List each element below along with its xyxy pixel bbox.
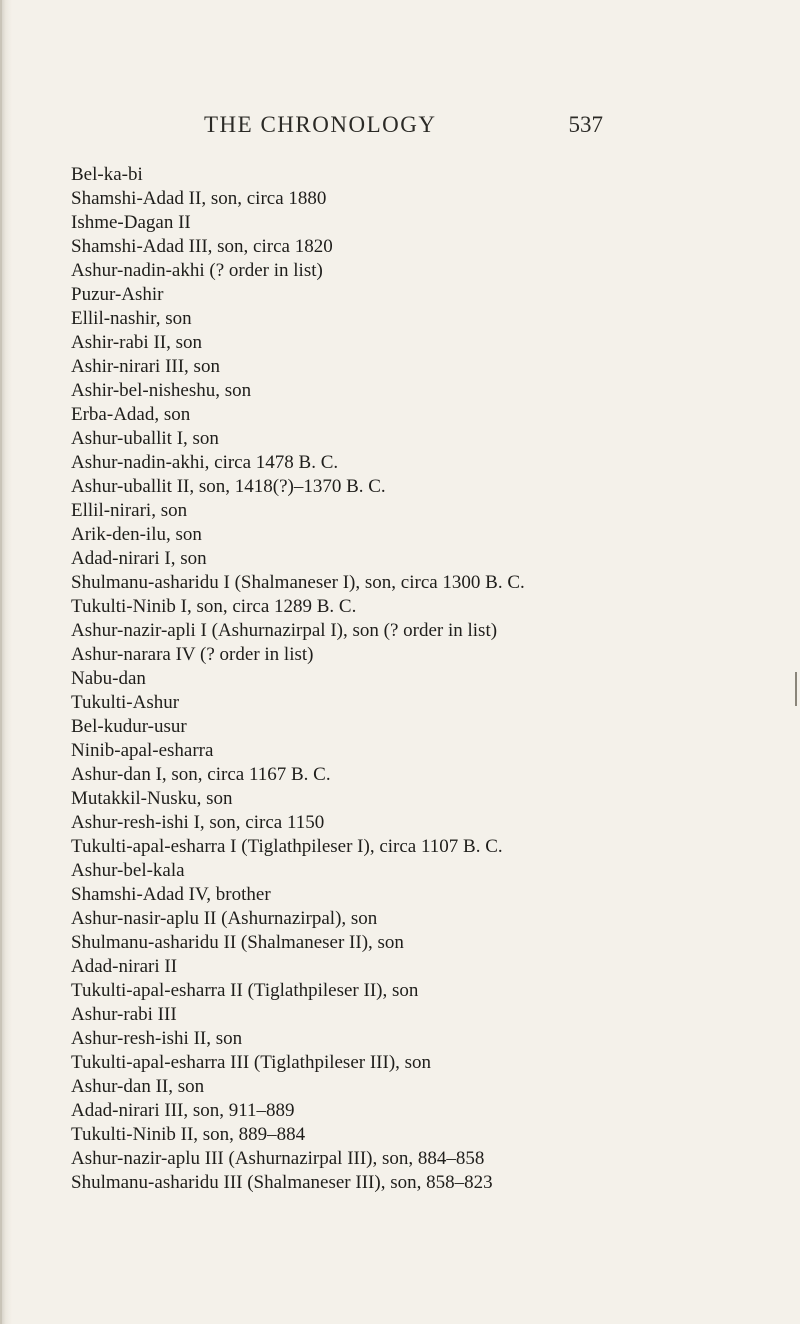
king-list-entry: Tukulti-apal-esharra I (Tiglathpileser I), circa 1107 B. C. [71,836,503,857]
king-list-entry: Arik-den-ilu, son [71,524,202,545]
king-list-entry: Erba-Adad, son [71,404,191,425]
king-list-entry: Shulmanu-asharidu I (Shalmaneser I), son, circa 1300 B. C. [71,572,525,593]
king-list-entry: Ashur-nadin-akhi (? order in list) [71,260,323,281]
king-list-entry: Ashur-dan I, son, circa 1167 B. C. [71,764,331,785]
margin-mark [795,672,797,706]
king-list-entry: Ashur-nazir-aplu III (Ashurnazirpal III), son, 884–858 [71,1148,485,1169]
king-list-entry: Shamshi-Adad IV, brother [71,884,271,905]
king-list-entry: Ishme-Dagan II [71,212,191,233]
king-list-entry: Ashur-narara IV (? order in list) [71,644,314,665]
king-list-entry: Shamshi-Adad III, son, circa 1820 [71,236,333,257]
king-list-entry: Ashur-nasir-aplu II (Ashurnazirpal), son [71,908,378,929]
king-list-entry: Ashir-rabi II, son [71,332,203,353]
king-list-entry: Ashur-bel-kala [71,860,185,881]
page-number: 537 [568,112,603,137]
king-list-entry: Shulmanu-asharidu III (Shalmaneser III), son, 858–823 [71,1172,493,1193]
king-list [71,163,771,1195]
king-list-entry: Ashir-bel-nisheshu, son [71,380,252,401]
king-list-entry: Adad-nirari I, son [71,548,207,569]
king-list-entry: Ashur-dan II, son [71,1076,205,1097]
king-list-entry: Bel-ka-bi [71,164,143,185]
king-list-entry: Ashur-nazir-apli I (Ashurnazirpal I), son (? order in list) [71,620,498,641]
page-binding-edge [0,0,12,1324]
king-list-entry: Adad-nirari II [71,956,178,977]
king-list-entry: Shamshi-Adad II, son, circa 1880 [71,188,327,209]
king-list-entry: Tukulti-apal-esharra III (Tiglathpileser III), son [71,1052,432,1073]
king-list-entry: Tukulti-Ashur [71,692,180,713]
king-list-entry: Adad-nirari III, son, 911–889 [71,1100,295,1121]
king-list-entry: Nabu-dan [71,668,146,689]
king-list-entry: Puzur-Ashir [71,284,164,305]
king-list-entry: Ashur-rabi III [71,1004,177,1025]
king-list-entry: Mutakkil-Nusku, son [71,788,233,809]
king-list-entry: Ashur-nadin-akhi, circa 1478 B. C. [71,452,339,473]
king-list-entry: Ninib-apal-esharra [71,740,214,761]
king-list-entry: Tukulti-Ninib II, son, 889–884 [71,1124,306,1145]
king-list-entry: Ellil-nashir, son [71,308,192,329]
king-list-entry: Shulmanu-asharidu II (Shalmaneser II), son [71,932,404,953]
king-list-entry: Ashur-resh-ishi I, son, circa 1150 [71,812,325,833]
king-list-entry: Ashur-resh-ishi II, son [71,1028,243,1049]
king-list-entry: Ashir-nirari III, son [71,356,220,377]
king-list-entry: Tukulti-apal-esharra II (Tiglathpileser II), son [71,980,419,1001]
king-list-entry: Ellil-nirari, son [71,500,188,521]
king-list-entry: Bel-kudur-usur [71,716,187,737]
king-list-entry: Ashur-uballit I, son [71,428,219,449]
king-list-entry: Tukulti-Ninib I, son, circa 1289 B. C. [71,596,357,617]
running-title: THE CHRONOLOGY [204,112,437,137]
king-list-entry: Ashur-uballit II, son, 1418(?)–1370 B. C. [71,476,386,497]
